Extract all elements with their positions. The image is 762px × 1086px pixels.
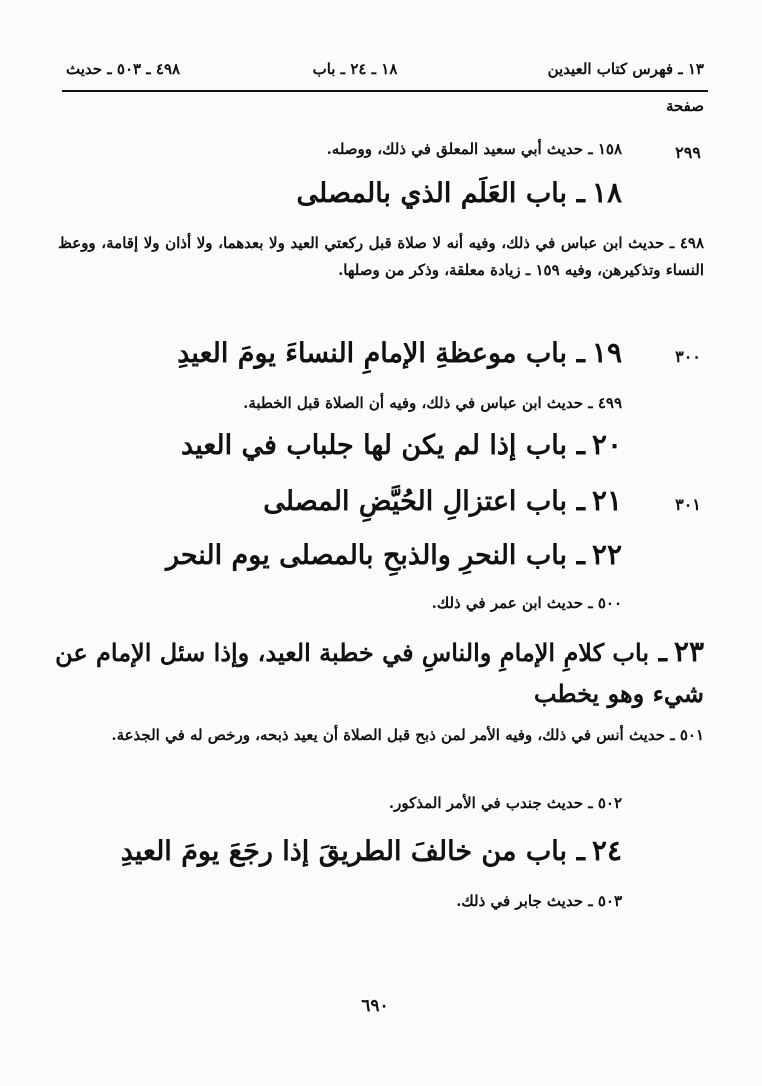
hadith-entry: ٥٠٢ ـ حديث جندب في الأمر المذكور. (388, 794, 622, 812)
chapter-title: باب كلامِ الإمامِ والناسِ في خطبة العيد، وإذا سئل الإمام عن شيء وهو يخطب (55, 638, 704, 708)
page-number: ٦٩٠ (361, 996, 389, 1016)
chapter-number: ١٩ (591, 336, 622, 369)
chapter-number: ٢١ (591, 484, 622, 517)
chapter-heading: ٢٢ ـ باب النحرِ والذبحِ بالمصلى يوم النحر (165, 538, 622, 571)
hadith-entry: ٥٠٠ ـ حديث ابن عمر في ذلك. (431, 594, 622, 612)
running-header-hadiths: ٤٩٨ ـ ٥٠٣ ـ حديث (66, 60, 181, 78)
running-header-title: ١٣ ـ فهرس كتاب العيدين (547, 60, 704, 78)
chapter-title: باب العَلَم الذي بالمصلى (296, 178, 567, 209)
chapter-number: ٢٣ (673, 635, 704, 668)
chapter-title: باب من خالفَ الطريقَ إذا رجَعَ يومَ العيدِ (120, 836, 567, 867)
chapter-title: باب إذا لم يكن لها جلباب في العيد (181, 430, 567, 461)
chapter-heading: ١٨ ـ باب العَلَم الذي بالمصلى (296, 176, 622, 209)
chapter-title: باب اعتزالِ الحُيَّضِ المصلى (263, 486, 567, 517)
hadith-entry: ٤٩٨ ـ حديث ابن عباس في ذلك، وفيه أنه لا صلاة قبل ركعتي العيد ولا بعدهما، ولا أذان ولا إقامة، ووعظ النساء وتذكيرهن، وفيه ١٥٩ ـ زيادة معلقة، وذكر من وصلها. (58, 234, 704, 279)
chapter-heading: ٢٤ ـ باب من خالفَ الطريقَ إذا رجَعَ يومَ العيدِ (120, 834, 622, 867)
chapter-number: ٢٤ (591, 834, 622, 867)
chapter-heading: ١٩ ـ باب موعظةِ الإمامِ النساءَ يومَ العيدِ (177, 336, 622, 369)
chapter-number: ٢٢ (591, 538, 622, 571)
hadith-entry: ١٥٨ ـ حديث أبي سعيد المعلق في ذلك، ووصله. (326, 140, 622, 158)
header-rule (62, 90, 708, 92)
hadith-entry: ٤٩٩ ـ حديث ابن عباس في ذلك، وفيه أن الصلاة قبل الخطبة. (243, 394, 622, 412)
chapter-number: ١٨ (591, 176, 622, 209)
hadith-entry: ٥٠٣ ـ حديث جابر في ذلك. (456, 892, 622, 910)
chapter-heading: ٢٣ ـ باب كلامِ الإمامِ والناسِ في خطبة العيد، وإذا سئل الإمام عن شيء وهو يخطب (55, 635, 704, 708)
margin-page-number: ٢٩٩ (675, 143, 701, 162)
margin-page-number: ٣٠٠ (675, 347, 701, 366)
chapter-title: باب النحرِ والذبحِ بالمصلى يوم النحر (165, 540, 567, 571)
margin-page-number: ٣٠١ (675, 495, 701, 514)
chapter-heading: ٢١ ـ باب اعتزالِ الحُيَّضِ المصلى (263, 484, 622, 517)
chapter-title: باب موعظةِ الإمامِ النساءَ يومَ العيدِ (177, 338, 567, 369)
hadith-entry: ٥٠١ ـ حديث أنس في ذلك، وفيه الأمر لمن ذبح قبل الصلاة أن يعيد ذبحه، ورخص له في الجذعة. (111, 726, 704, 744)
chapter-number: ٢٠ (591, 428, 622, 461)
chapter-heading: ٢٠ ـ باب إذا لم يكن لها جلباب في العيد (181, 428, 622, 461)
page-column-label: صفحة (665, 97, 704, 115)
running-header-chapters: ١٨ ـ ٢٤ ـ باب (312, 60, 398, 78)
